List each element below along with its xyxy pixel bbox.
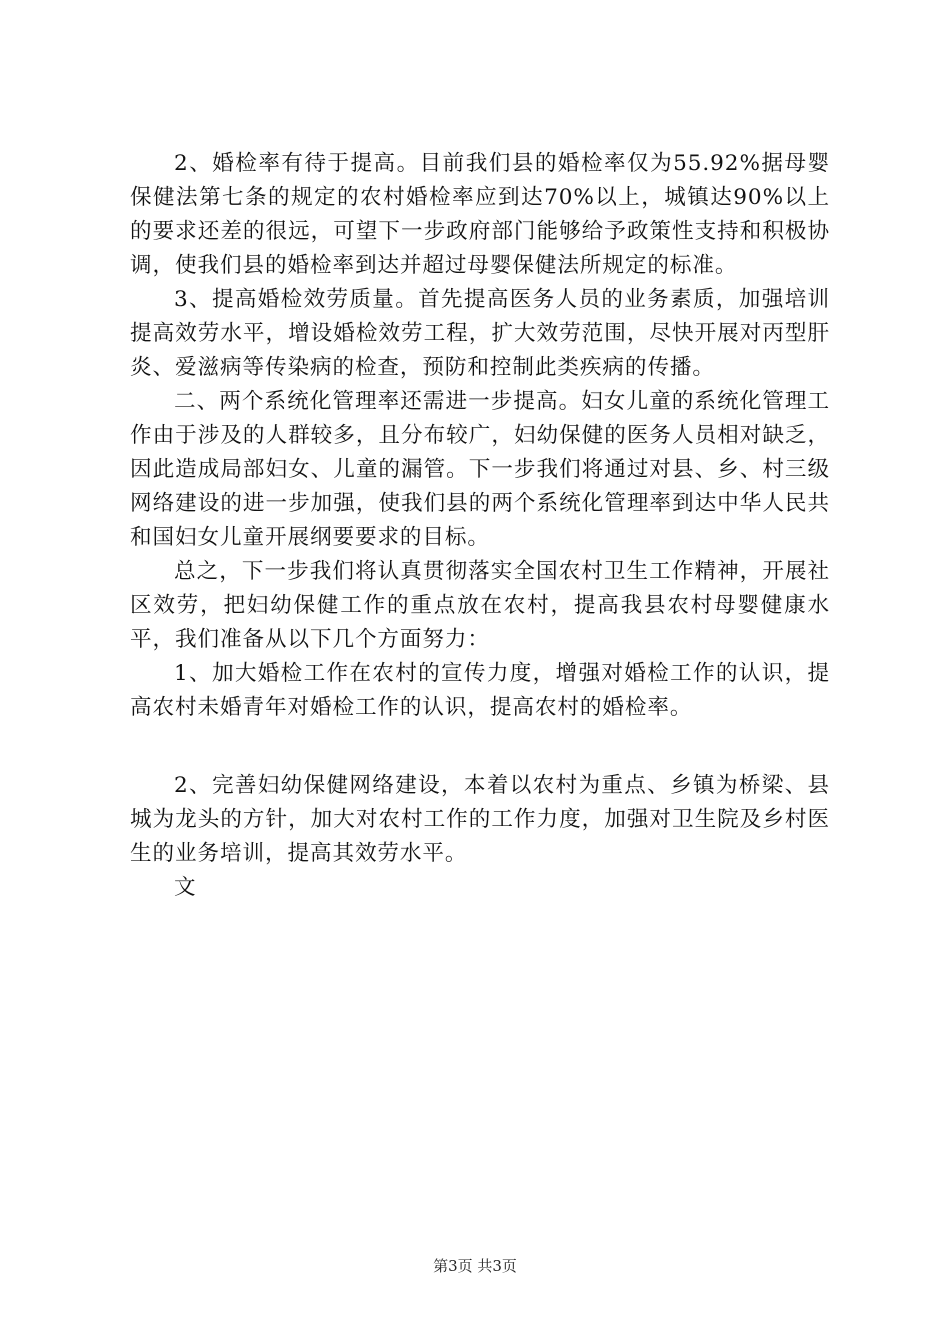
paragraph-item-1: 1、加大婚检工作在农村的宣传力度，增强对婚检工作的认识，提高农村未婚青年对婚检工作的认识，提高农村的婚检率。 [130,661,830,720]
paragraph-systematic-management: 二、两个系统化管理率还需进一步提高。妇女儿童的系统化管理工作由于涉及的人群较多，且分布较广，妇幼保健的医务人员相对缺乏，因此造成局部妇女、儿童的漏管。下一步我们将通过对县、乡、村三级网络建设的进一步加强，使我们县的两个系统化管理率到达中华人民共和国妇女儿童开展纲要要求的目标。 [130,389,830,550]
paragraph-service-quality: 3、提高婚检效劳质量。首先提高医务人员的业务素质，加强培训提高效劳水平，增设婚检效劳工程，扩大效劳范围，尽快开展对丙型肝炎、爱滋病等传染病的检查，预防和控制此类疾病的传播。 [130,287,830,380]
paragraph-gap [130,725,830,769]
paragraph-summary: 总之，下一步我们将认真贯彻落实全国农村卫生工作精神，开展社区效劳，把妇幼保健工作的重点放在农村，提高我县农村母婴健康水平，我们准备从以下几个方面努力： [130,559,830,652]
paragraph-marriage-exam-rate: 2、婚检率有待于提高。目前我们县的婚检率仅为55.92%据母婴保健法第七条的规定的农村婚检率应到达70%以上，城镇达90%以上的要求还差的很远，可望下一步政府部门能够给予政策性支持和积极协调，使我们县的婚检率到达并超过母婴保健法所规定的标准。 [130,151,830,278]
paragraph-item-2: 2、完善妇幼保健网络建设，本着以农村为重点、乡镇为桥梁、县城为龙头的方针，加大对农村工作的工作力度，加强对卫生院及乡村医生的业务培训，提高其效劳水平。 [130,773,830,866]
document-body [130,147,830,905]
page-footer: 第3页 共3页 [433,1257,517,1275]
paragraph-fragment: 文 [174,875,197,900]
